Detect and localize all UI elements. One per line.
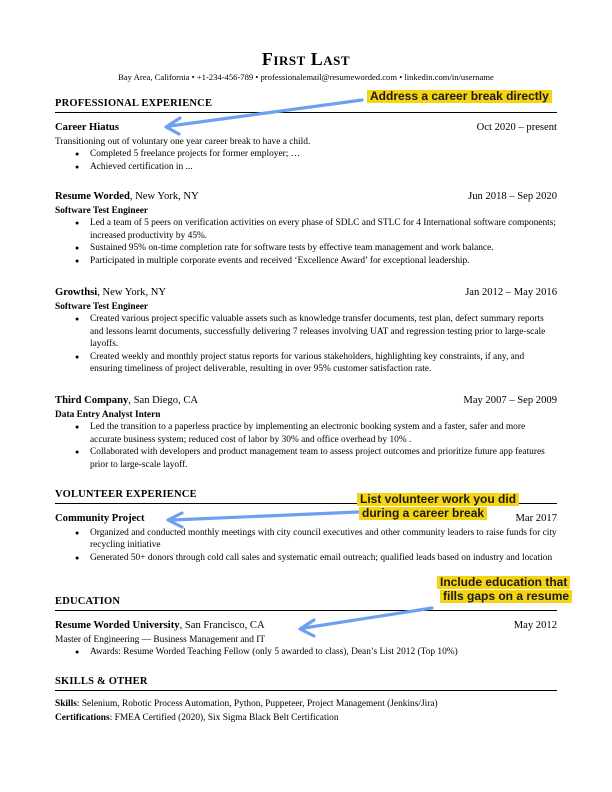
entry-date: Jan 2012 – May 2016	[465, 287, 557, 298]
entry-org: Resume Worded	[55, 191, 130, 202]
entry-date: Jun 2018 – Sep 2020	[468, 191, 557, 202]
section-heading-volunteer: VOLUNTEER EXPERIENCE	[55, 489, 197, 500]
bullet-item: ● Collaborated with developers and product management team to assess project outcomes and prioritize future app features prior to large-scale layoff.	[90, 446, 557, 471]
arrow-education	[304, 608, 432, 628]
bullet-item: ● Organized and conducted monthly meetings with city council executives and other community leaders to raise funds for city recycling initiative	[90, 527, 557, 552]
entry-role: Software Test Engineer	[55, 302, 149, 312]
bullet-item: ● Led the transition to a paperless practice by implementing an electronic booking system and a faster, safer and more accurate business system; reduced cost of labor by 30% and office overhead by 10% .	[90, 421, 557, 446]
bullet-item: ● Participated in multiple corporate events and received ‘Excellence Award’ for exceptional leadership.	[90, 255, 557, 267]
bullet-item: ● Generated 50+ donors through cold call sales and systematic email outreach; qualified leads based on industry and location	[90, 552, 557, 564]
entry-date: Oct 2020 – present	[476, 122, 557, 133]
candidate-name: First Last	[261, 49, 351, 69]
entry-location: , San Francisco, CA	[179, 620, 265, 631]
skills-value: : Selenium, Robotic Process Automation, Python, Puppeteer, Project Management (Jenkins/Jira)	[76, 699, 438, 709]
arrow-career-break	[170, 100, 362, 126]
entry-org: Career Hiatus	[55, 122, 120, 133]
entry-org: Community Project	[55, 513, 145, 524]
entry-role: Software Test Engineer	[55, 206, 149, 216]
entry-date: May 2012	[513, 620, 557, 631]
certifications-value: : FMEA Certified (2020), Six Sigma Black Belt Certification	[109, 713, 339, 723]
entry-location: , San Diego, CA	[128, 395, 199, 406]
entry-org: Growthsi	[55, 287, 98, 298]
entry-role: Data Entry Analyst Intern	[55, 410, 161, 420]
entry-description: Transitioning out of voluntary one year career break to have a child.	[55, 137, 311, 147]
arrow-volunteer	[172, 512, 358, 520]
entry-location: , New York, NY	[129, 191, 199, 202]
bullet-item: ● Awards: Resume Worded Teaching Fellow (only 5 awarded to class), Dean’s List 2012 (Top 10%)	[90, 646, 557, 658]
skills-label: Skills	[55, 699, 77, 709]
contact-line: Bay Area, California • +1-234-456-789 • professionalemail@resumeworded.com • linkedin.com/in/username	[118, 72, 494, 82]
bullet-item: ● Led a team of 5 peers on verification activities on every phase of SDLC and STLC for 4 International software components; increased productivity by 45%.	[90, 217, 557, 242]
callout-career-break: Address a career break directly	[367, 90, 552, 103]
bullet-item: ● Sustained 95% on-time completion rate for software tests by effective team management and work balance.	[90, 242, 557, 254]
callout-education-line1: Include education that	[437, 576, 570, 589]
degree: Master of Engineering — Business Management and IT	[55, 635, 266, 645]
certifications-label: Certifications	[55, 713, 110, 723]
callout-volunteer-line2: during a career break	[359, 507, 487, 520]
entry-org: Third Company	[55, 395, 129, 406]
bullet-item: ● Completed 5 freelance projects for former employer; …	[90, 148, 557, 160]
bullet-item: ● Created weekly and monthly project status reports for various stakeholders, highlighting key constraints, if any, and ensuring timeliness of project deliverable, resulting in over 95% customer satisfaction rate.	[90, 351, 557, 376]
callout-education-line2: fills gaps on a resume	[440, 590, 572, 603]
section-heading-experience: PROFESSIONAL EXPERIENCE	[55, 98, 213, 109]
section-heading-skills: SKILLS & OTHER	[55, 676, 148, 687]
bullet-item: ● Created various project specific valuable assets such as knowledge transfer documents, test plan, defect summary reports and lessons learnt documents, successfully delivering 7 releases involving UAT and regression testing prior to large-scale layoffs.	[90, 313, 557, 350]
entry-location: , New York, NY	[97, 287, 167, 298]
entry-org: Resume Worded University	[55, 620, 180, 631]
entry-date: May 2007 – Sep 2009	[463, 395, 557, 406]
bullet-item: ● Achieved certification in ...	[90, 161, 557, 173]
callout-volunteer-line1: List volunteer work you did	[357, 493, 519, 506]
section-heading-education: EDUCATION	[55, 596, 121, 607]
entry-date: Mar 2017	[515, 513, 557, 524]
